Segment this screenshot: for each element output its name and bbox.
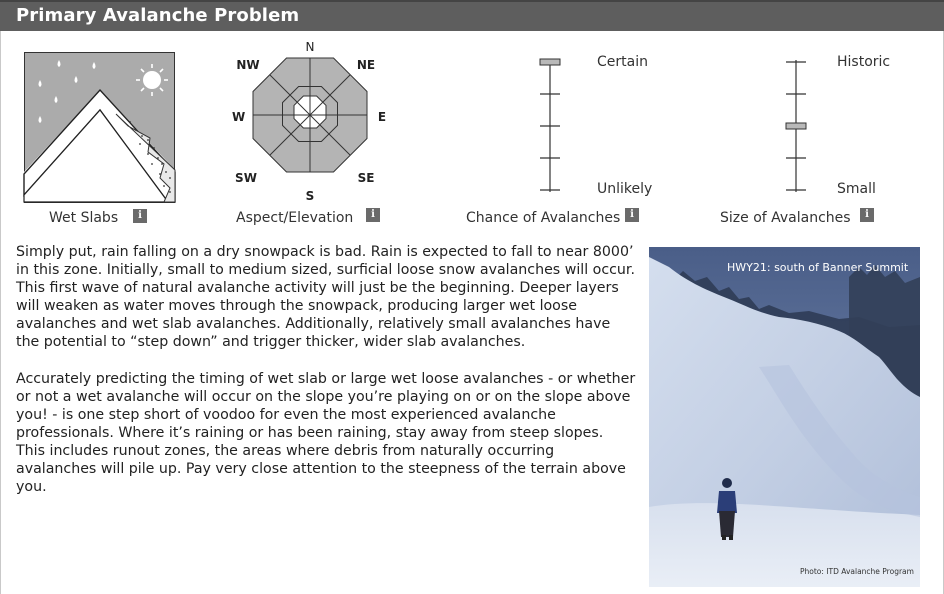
direction-e: E <box>377 110 387 124</box>
discussion-paragraph: Accurately predicting the timing of wet slab or large wet loose avalanches - or whether or not a wet avalanche will occur on the slope you’re playing on or on the slope above you! - is one step short of voodoo for even the most experienced avalanche professionals. Where it’s raining or has been raining, stay away from steep slopes. This includes runout zones, the areas where debris from naturally occurring avalanches will pile up. Pay very close attention to the steepness of the terrain above you. <box>16 370 636 496</box>
photo-image <box>649 247 920 587</box>
likelihood-bottom-label: Unlikely <box>597 181 653 197</box>
avalanche-photo[interactable] <box>649 247 920 587</box>
direction-sw: SW <box>235 171 257 185</box>
likelihood-label: Chance of Avalanches <box>466 210 621 226</box>
likelihood-scale <box>535 56 565 196</box>
section-header <box>0 0 944 31</box>
wet-slab-icon <box>24 52 175 203</box>
direction-w: W <box>232 110 246 124</box>
direction-se: SE <box>357 171 375 185</box>
photo-credit: Photo: ITD Avalanche Program <box>800 567 914 576</box>
problem-type-info-button[interactable]: i <box>133 209 147 223</box>
size-marker <box>786 123 806 129</box>
size-bottom-label: Small <box>837 181 876 197</box>
problem-discussion <box>16 243 636 514</box>
section-title: Primary Avalanche Problem <box>16 5 300 26</box>
direction-ne: NE <box>356 58 376 72</box>
size-scale <box>781 56 811 196</box>
discussion-paragraph: Simply put, rain falling on a dry snowpack is bad. Rain is expected to fall to near 8000’ in this zone. Initially, small to medium sized, surficial loose snow avalanches will occur. This first wave of natural avalanche activity will just be the beginning. Deeper layers will weaken as water moves through the snowpack, producing larger wet loose avalanches and wet slab avalanches. Additionally, relatively small avalanches have the potential to “step down” and trigger thicker, wider slab avalanches. <box>16 244 635 351</box>
size-label: Size of Avalanches <box>720 210 851 226</box>
direction-nw: NW <box>236 58 260 72</box>
likelihood-marker <box>540 59 560 65</box>
problem-type-label: Wet Slabs <box>49 210 119 226</box>
aspect-elevation-rose <box>234 40 394 205</box>
direction-s: S <box>305 189 315 203</box>
aspect-info-button[interactable]: i <box>366 208 380 222</box>
size-info-button[interactable]: i <box>860 208 874 222</box>
likelihood-top-label: Certain <box>597 54 648 70</box>
photo-caption: HWY21: south of Banner Summit <box>727 261 909 274</box>
direction-n: N <box>305 40 315 54</box>
likelihood-info-button[interactable]: i <box>625 208 639 222</box>
size-top-label: Historic <box>837 54 891 70</box>
aspect-label: Aspect/Elevation <box>236 210 354 226</box>
